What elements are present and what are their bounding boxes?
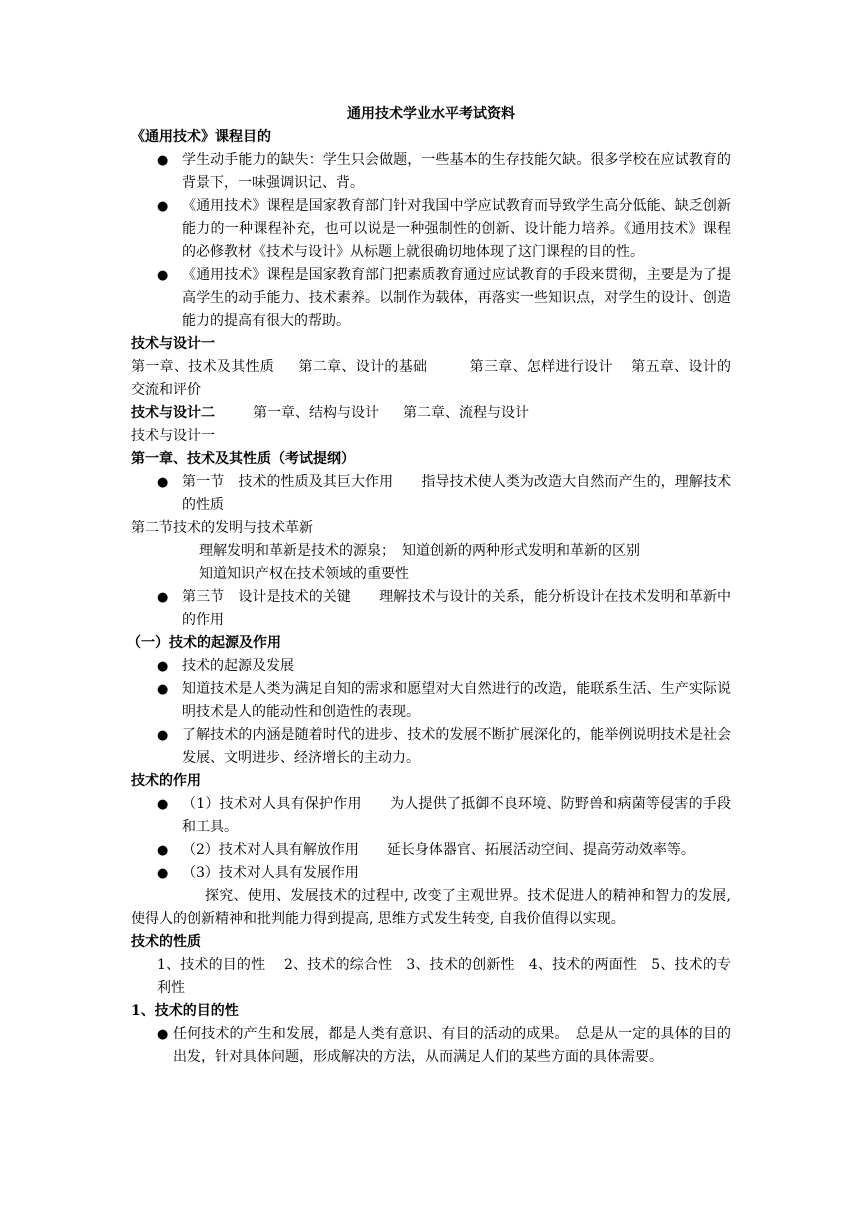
section-heading-chapter-one: 第一章、技术及其性质（考试提纲） [131,451,355,467]
bullet-list [131,793,731,885]
bullet-icon: ● [157,475,169,490]
list-item: ● 知道技术是人类为满足自知的需求和愿望对大自然进行的改造，能联系生活、生产实际说明技术是人的能动性和创造性的表现。 [131,678,731,724]
bullet-icon: ● [157,797,169,812]
section-heading-course-purpose: 《通用技术》课程目的 [131,129,271,145]
document-body [127,103,732,1069]
section-heading-properties: 技术的性质 [131,934,201,950]
document-title: 通用技术学业水平考试资料 [347,106,515,122]
subheading-design-one: 技术与设计一 [131,428,215,444]
list-item: ● 技术的起源及发展 [131,655,731,678]
section-heading-design-one: 技术与设计一 [131,336,215,352]
section-heading-functions: 技术的作用 [131,773,201,789]
section-two-title: 第二节技术的发明与技术革新 [131,520,313,536]
list-item: ● 任何技术的产生和发展，都是人类有意识、有目的活动的成果。 总是从一定的具体的目的出发，针对具体问题，形成解决的方法，从而满足人们的某些方面的具体需要。 [131,1023,731,1069]
bullet-list [131,655,731,770]
bullet-list [131,471,731,517]
bullet-icon: ● [157,728,169,743]
list-item: ● （2）技术对人具有解放作用 延长身体器官、拓展活动空间、提高劳动效率等。 [131,839,731,862]
design-two-row: 技术与设计二 第一章、结构与设计 第二章、流程与设计 [131,402,731,425]
bullet-icon: ● [157,659,169,674]
chapter-list: 第一章、技术及其性质 第二章、设计的基础 第三章、怎样进行设计 第五章、设计的交流和评价 [131,359,732,398]
list-item: ● （1）技术对人具有保护作用 为人提供了抵御不良环境、防野兽和病菌等侵害的手段和工具。 [131,793,731,839]
list-item: ● 《通用技术》课程是国家教育部门针对我国中学应试教育而导致学生高分低能、缺乏创新能力的一种课程补充，也可以说是一种强制性的创新、设计能力培养。《通用技术》课程的必修教材《技术与设计》从标题上就很确切地体现了这门课程的目的性。 [131,195,731,264]
section-two-line: 知道知识产权在技术领域的重要性 [199,566,409,582]
bullet-list [131,586,731,632]
list-item: ● 第一节 技术的性质及其巨大作用 指导技术使人类为改造大自然而产生的，理解技术的性质 [131,471,731,517]
functions-paragraph: 探究、使用、发展技术的过程中, 改变了主观世界。技术促进人的精神和智力的发展, 使得人的创新精神和批判能力得到提高, 思维方式发生转变, 自我价值得以实现。 [131,888,731,927]
bullet-icon: ● [157,590,169,605]
list-item: ● 了解技术的内涵是随着时代的进步、技术的发展不断扩展深化的，能举例说明技术是社会发展、文明进步、经济增长的主动力。 [131,724,731,770]
section-heading-purposefulness: 1、技术的目的性 [131,1003,239,1019]
section-two-line: 理解发明和革新是技术的源泉； 知道创新的两种形式发明和革新的区别 [199,543,640,559]
bullet-icon: ● [157,199,169,214]
bullet-list [131,149,731,333]
bullet-list [131,1023,731,1069]
bullet-icon: ● [157,153,169,168]
properties-list: 1、技术的目的性 2、技术的综合性 3、技术的创新性 4、技术的两面性 5、技术的专利性 [157,957,731,996]
bullet-icon: ● [157,866,169,881]
bullet-icon: ● [157,682,169,697]
list-item: ● （3）技术对人具有发展作用 [131,862,731,885]
bullet-icon: ● [157,268,169,283]
bullet-icon: ● [157,1027,169,1042]
list-item: ● 学生动手能力的缺失：学生只会做题，一些基本的生存技能欠缺。很多学校在应试教育的背景下，一味强调识记、背。 [131,149,731,195]
list-item: ● 第三节 设计是技术的关键 理解技术与设计的关系，能分析设计在技术发明和革新中的作用 [131,586,731,632]
bullet-icon: ● [157,843,169,858]
section-heading-design-two: 技术与设计二 [131,405,215,421]
list-item: ● 《通用技术》课程是国家教育部门把素质教育通过应试教育的手段来贯彻，主要是为了提高学生的动手能力、技术素养。以制作为载体，再落实一些知识点，对学生的设计、创造能力的提高有很大的帮助。 [131,264,731,333]
section-heading-origin: （一）技术的起源及作用 [127,635,281,651]
